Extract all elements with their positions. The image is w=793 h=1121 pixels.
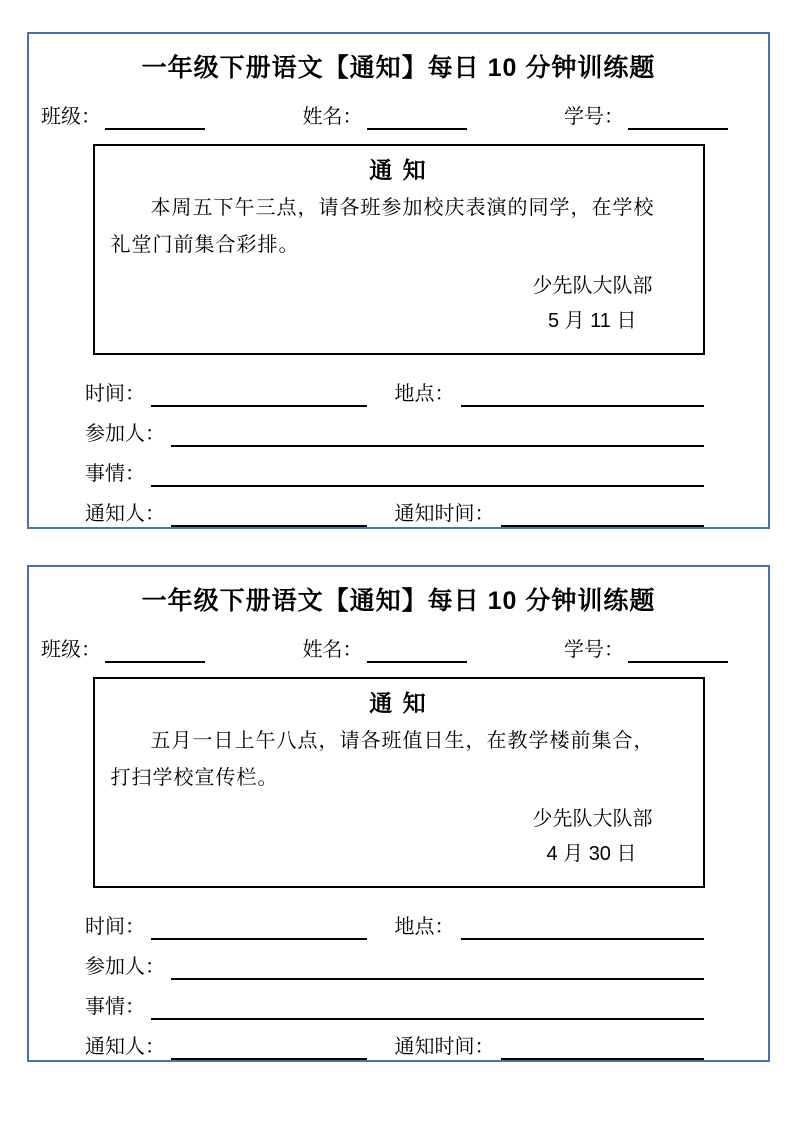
participants-blank-line [171,956,704,980]
notifier-field [85,1034,395,1060]
notice-box [93,677,705,888]
student-number-field [564,104,728,130]
place-blank-line [461,916,705,940]
student-number-blank-line [628,106,728,130]
notify-time-field [395,1034,705,1060]
time-place-row [85,914,704,940]
name-field [303,637,467,663]
class-blank-line [105,639,205,663]
notify-time-label: 通知时间： [394,1036,495,1058]
time-blank-line [151,916,367,940]
participants-blank-line [171,423,704,447]
notifier-field [85,501,395,527]
notice-box [93,144,705,355]
page-title: 一年级下册语文【通知】每日 10 分钟训练题 [141,587,656,615]
notifier-label: 通知人： [85,503,165,525]
student-number-label: 学号： [564,639,624,661]
class-field [41,104,205,130]
time-field [85,914,395,940]
notify-time-blank-line [501,1036,705,1060]
name-label: 姓名： [302,106,363,128]
matter-row [85,994,704,1020]
notice-body-line-1: 本周五下午三点，请各班参加校庆表演的同学，在学校 [150,197,655,219]
time-blank-line [151,383,367,407]
place-label: 地点： [394,916,455,938]
time-label: 时间： [85,916,145,938]
name-field [303,104,467,130]
notify-time-field [395,501,705,527]
student-number-field [564,637,728,663]
participants-label: 参加人： [85,956,165,978]
notifier-blank-line [171,503,367,527]
matter-blank-line [151,996,704,1020]
student-info-row [41,102,728,130]
time-place-row [85,381,704,407]
student-info-row [41,635,728,663]
answer-section [85,914,704,1060]
notice-body-line-2: 礼堂门前集合彩排。 [110,234,300,256]
worksheet-card-2 [27,565,770,1062]
answer-section [85,381,704,527]
notifier-row [85,501,704,527]
notice-date: 4 月 30 日 [546,843,637,865]
place-blank-line [461,383,705,407]
notice-date: 5 月 11 日 [547,310,637,332]
matter-row [85,461,704,487]
notice-body-line-2: 打扫学校宣传栏。 [110,767,279,789]
name-blank-line [367,639,467,663]
class-label: 班级： [41,106,101,128]
notifier-row [85,1034,704,1060]
name-label: 姓名： [302,639,363,661]
matter-blank-line [151,463,704,487]
time-field [85,381,395,407]
class-label: 班级： [41,639,101,661]
place-label: 地点： [394,383,455,405]
notifier-label: 通知人： [85,1036,165,1058]
notifier-blank-line [171,1036,367,1060]
participants-label: 参加人： [85,423,165,445]
worksheet-card-1 [27,32,770,529]
place-field [395,381,705,407]
class-field [41,637,205,663]
notice-signer: 少先队大队部 [532,808,653,830]
name-blank-line [367,106,467,130]
student-number-blank-line [628,639,728,663]
time-label: 时间： [85,383,145,405]
page-title: 一年级下册语文【通知】每日 10 分钟训练题 [141,54,656,82]
notify-time-label: 通知时间： [394,503,495,525]
matter-label: 事情： [85,463,145,485]
matter-label: 事情： [85,996,145,1018]
notice-body-line-1: 五月一日上午八点，请各班值日生，在教学楼前集合， [150,730,655,752]
class-blank-line [105,106,205,130]
notify-time-blank-line [501,503,705,527]
notice-title: 通 知 [369,157,428,183]
notice-title: 通 知 [369,690,428,716]
participants-row [85,954,704,980]
student-number-label: 学号： [564,106,624,128]
notice-signer: 少先队大队部 [532,275,653,297]
participants-row [85,421,704,447]
place-field [395,914,705,940]
